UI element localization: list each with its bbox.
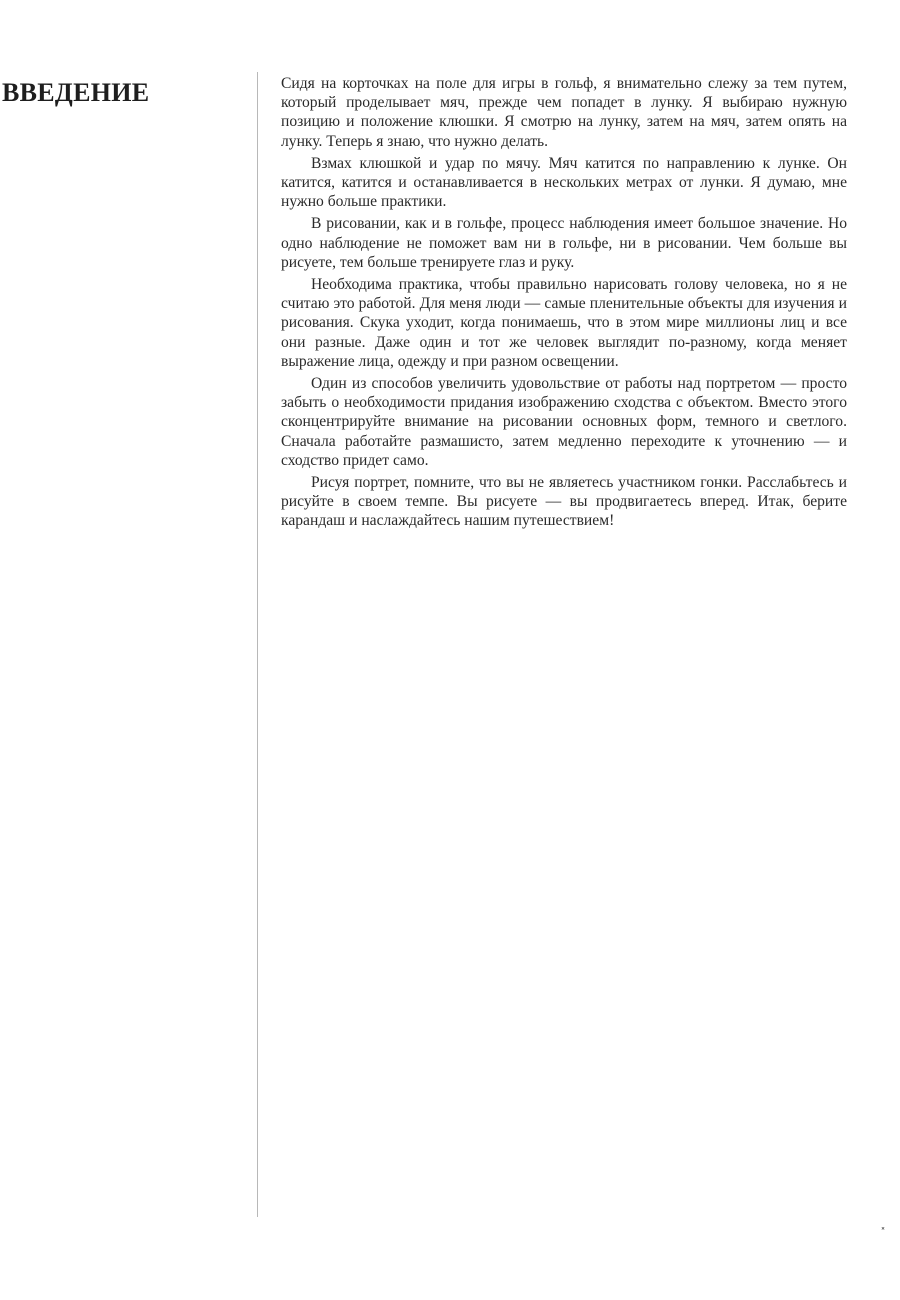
paragraph-3: В рисовании, как и в гольфе, процесс наблюдения имеет большое значение. Но одно наблюдение не поможет вам ни в гольфе, ни в рисовании. Чем больше вы рисуете, тем больше тренируете глаз и руку. [281,215,847,271]
scan-mark: ˟ [880,1226,886,1240]
column-divider [257,72,258,1217]
paragraph-6: Рисуя портрет, помните, что вы не являетесь участником гонки. Расслабьтесь и рисуйте в своем темпе. Вы рисуете — вы продвигаетесь вперед. Итак, берите карандаш и наслаждайтесь нашим путешествием! [281,474,847,530]
paragraph-1: Сидя на корточках на поле для игры в гольф, я внимательно слежу за тем путем, который проделывает мяч, прежде чем попадет в лунку. Я выбираю нужную позицию и положение клюшки. Я смотрю на лунку, затем на мяч, затем опять на лунку. Теперь я знаю, что нужно делать. [281,75,847,150]
body-text [281,74,847,534]
paragraph-4: Необходима практика, чтобы правильно нарисовать голову человека, но я не считаю это работой. Для меня люди — самые пленительные объекты для изучения и рисования. Скука уходит, когда понимаешь, что в этом мире миллионы лиц и все они разные. Даже один и тот же человек выглядит по-разному, когда меняет выражение лица, одежду и при разном освещении. [281,276,847,370]
paragraph-5: Один из способов увеличить удовольствие от работы над портретом — просто забыть о необходимости придания изображению сходства с объектом. Вместо этого сконцентрируйте внимание на рисовании основных форм, темного и светлого. Сначала работайте размашисто, затем медленно переходите к уточнению — и сходство придет само. [281,375,847,469]
paragraph-2: Взмах клюшкой и удар по мячу. Мяч катится по направлению к лунке. Он катится, катится и останавливается в нескольких метрах от лунки. Я думаю, мне нужно больше практики. [281,154,847,211]
chapter-heading: ВВЕДЕНИЕ [2,78,150,107]
